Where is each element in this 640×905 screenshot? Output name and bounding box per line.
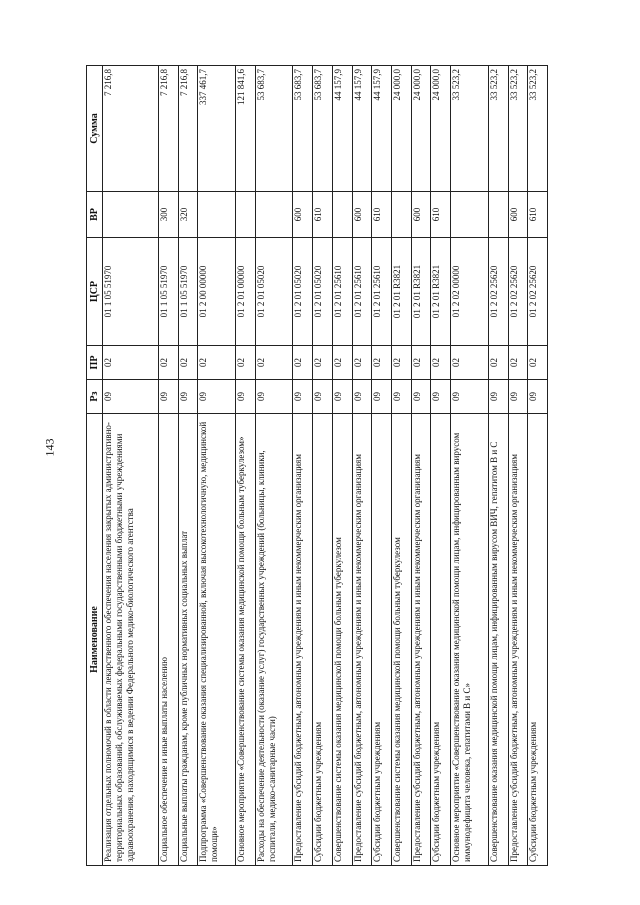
cell-vr [255,192,293,238]
cell-vr: 300 [158,192,178,238]
cell-csr: 01 1 05 51970 [158,238,178,346]
cell-name: Предоставление субсидий бюджетным, автономным учреждениям и иным некоммерческим организациям [508,414,528,866]
cell-csr: 01 2 02 00000 [451,238,489,346]
cell-rz: 09 [411,380,431,414]
cell-sum: 24 000,0 [411,66,431,192]
budget-table [86,65,548,866]
cell-rz: 09 [332,380,352,414]
cell-name: Субсидии бюджетным учреждениям [528,414,548,866]
cell-rz: 09 [198,380,236,414]
cell-pr: 02 [488,346,508,380]
cell-rz: 09 [352,380,372,414]
cell-csr: 01 2 00 00000 [198,238,236,346]
cell-vr: 610 [372,192,392,238]
table-header-row [87,66,103,866]
cell-vr: 610 [313,192,333,238]
cell-pr: 02 [372,346,392,380]
page-number: 143 [42,438,57,457]
cell-rz: 09 [528,380,548,414]
cell-vr: 610 [528,192,548,238]
table-row [198,66,236,866]
cell-sum: 33 523,2 [451,66,489,192]
cell-name: Совершенствование системы оказания медицинской помощи больным туберкулезом [332,414,352,866]
cell-vr [488,192,508,238]
cell-csr: 01 2 01 00000 [236,238,256,346]
cell-csr: 01 2 01 25610 [332,238,352,346]
cell-name: Расходы на обеспечение деятельности (оказание услуг) государственных учреждений (больницы, клиники, госпитали, медико-санитарные части) [255,414,293,866]
cell-sum: 7 216,8 [158,66,178,192]
table-row [431,66,451,866]
cell-name: Совершенствование оказания медицинской помощи лицам, инфицированным вирусом ВИЧ, гепатитом B и C [488,414,508,866]
cell-rz: 09 [431,380,451,414]
cell-vr [332,192,352,238]
cell-pr: 02 [528,346,548,380]
table-row [332,66,352,866]
cell-rz: 09 [103,380,159,414]
cell-pr: 02 [158,346,178,380]
cell-csr: 01 2 01 05020 [255,238,293,346]
header-rz: Рз [87,380,103,414]
cell-vr [103,192,159,238]
cell-csr: 01 2 02 25620 [528,238,548,346]
table-row [158,66,178,866]
cell-name: Основное мероприятие «Совершенствование системы оказания медицинской помощи больным туберкулезом» [236,414,256,866]
cell-pr: 02 [178,346,198,380]
cell-vr [236,192,256,238]
header-sum: Сумма [87,66,103,192]
cell-rz: 09 [255,380,293,414]
cell-name: Субсидии бюджетным учреждениям [431,414,451,866]
cell-vr: 600 [411,192,431,238]
table-row [372,66,392,866]
table-row [451,66,489,866]
header-name: Наименование [87,414,103,866]
cell-name: Реализация отдельных полномочий в области лекарственного обеспечения населения закрытых административно-территориальных образований, обслуживаемых федеральными государственными бюджетными учреждениями здравоохранения, находящимися в ведении Федерального медико-биологического агентства [103,414,159,866]
cell-pr: 02 [431,346,451,380]
cell-csr: 01 2 01 R3821 [391,238,411,346]
cell-sum: 44 157,9 [332,66,352,192]
cell-rz: 09 [451,380,489,414]
cell-name: Предоставление субсидий бюджетным, автономным учреждениям и иным некоммерческим организациям [411,414,431,866]
cell-csr: 01 2 01 25610 [352,238,372,346]
cell-pr: 02 [103,346,159,380]
table-row [255,66,293,866]
table-row [103,66,159,866]
cell-sum: 44 157,9 [372,66,392,192]
cell-sum: 337 461,7 [198,66,236,192]
cell-rz: 09 [391,380,411,414]
cell-name: Подпрограмма «Совершенствование оказания специализированной, включая высокотехнологичную, медицинской помощи» [198,414,236,866]
cell-pr: 02 [391,346,411,380]
cell-sum: 53 683,7 [293,66,313,192]
cell-csr: 01 1 05 51970 [103,238,159,346]
table-row [352,66,372,866]
cell-rz: 09 [508,380,528,414]
cell-name: Основное мероприятие «Совершенствование оказания медицинской помощи лицам, инфицированным вирусом иммунодефицита человека, гепатитами B и C» [451,414,489,866]
header-csr: ЦСР [87,238,103,346]
cell-pr: 02 [411,346,431,380]
cell-pr: 02 [255,346,293,380]
cell-rz: 09 [158,380,178,414]
cell-rz: 09 [488,380,508,414]
cell-pr: 02 [293,346,313,380]
cell-sum: 33 523,2 [528,66,548,192]
budget-table-container [86,66,548,866]
cell-pr: 02 [332,346,352,380]
table-row [236,66,256,866]
cell-rz: 09 [372,380,392,414]
cell-rz: 09 [313,380,333,414]
table-row [488,66,508,866]
table-row [293,66,313,866]
cell-csr: 01 1 05 51970 [178,238,198,346]
cell-vr: 600 [508,192,528,238]
cell-vr [391,192,411,238]
cell-pr: 02 [236,346,256,380]
cell-vr: 600 [293,192,313,238]
header-pr: ПР [87,346,103,380]
cell-pr: 02 [198,346,236,380]
table-row [508,66,528,866]
cell-csr: 01 2 02 25620 [488,238,508,346]
cell-pr: 02 [508,346,528,380]
table-row [411,66,431,866]
cell-csr: 01 2 01 R3821 [431,238,451,346]
cell-name: Предоставление субсидий бюджетным, автономным учреждениям и иным некоммерческим организациям [293,414,313,866]
cell-sum: 33 523,2 [508,66,528,192]
cell-name: Совершенствование системы оказания медицинской помощи больным туберкулезом [391,414,411,866]
cell-csr: 01 2 02 25620 [508,238,528,346]
cell-rz: 09 [178,380,198,414]
cell-vr: 600 [352,192,372,238]
cell-vr: 610 [431,192,451,238]
cell-pr: 02 [313,346,333,380]
cell-sum: 24 000,0 [431,66,451,192]
cell-vr [451,192,489,238]
cell-name: Субсидии бюджетным учреждениям [313,414,333,866]
cell-sum: 53 683,7 [255,66,293,192]
table-row [391,66,411,866]
cell-pr: 02 [451,346,489,380]
cell-sum: 24 000,0 [391,66,411,192]
cell-sum: 7 216,8 [178,66,198,192]
cell-name: Субсидии бюджетным учреждениям [372,414,392,866]
cell-csr: 01 2 01 25610 [372,238,392,346]
cell-name: Социальное обеспечение и иные выплаты населению [158,414,178,866]
header-vr: ВР [87,192,103,238]
cell-name: Социальные выплаты гражданам, кроме публичных нормативных социальных выплат [178,414,198,866]
table-row [178,66,198,866]
cell-sum: 44 157,9 [352,66,372,192]
table-row [528,66,548,866]
cell-pr: 02 [352,346,372,380]
table-row [313,66,333,866]
cell-csr: 01 2 01 05020 [293,238,313,346]
cell-sum: 53 683,7 [313,66,333,192]
cell-name: Предоставление субсидий бюджетным, автономным учреждениям и иным некоммерческим организациям [352,414,372,866]
table-body [103,66,548,866]
cell-csr: 01 2 01 05020 [313,238,333,346]
cell-vr [198,192,236,238]
cell-rz: 09 [293,380,313,414]
cell-rz: 09 [236,380,256,414]
cell-csr: 01 2 01 R3821 [411,238,431,346]
cell-sum: 121 841,6 [236,66,256,192]
cell-vr: 320 [178,192,198,238]
cell-sum: 33 523,2 [488,66,508,192]
cell-sum: 7 216,8 [103,66,159,192]
